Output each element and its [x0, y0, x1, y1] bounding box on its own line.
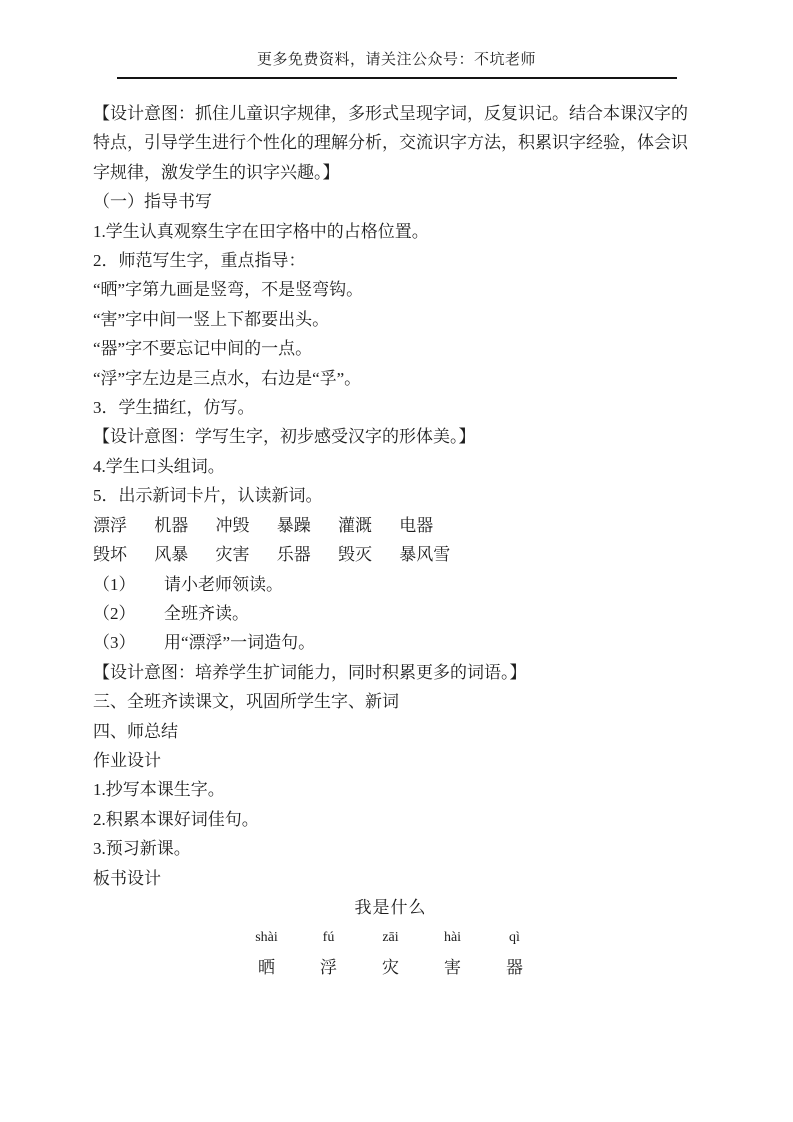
- homework-item-1: 1.抄写本课生字。: [93, 780, 225, 800]
- vocab-word: 毁灭: [338, 545, 372, 565]
- character-cell: 灾: [382, 958, 399, 978]
- vocab-row-1: [93, 511, 688, 540]
- vocab-word: 灌溉: [338, 515, 372, 535]
- document-body: [0, 79, 793, 982]
- vocab-word: 电器: [399, 515, 434, 535]
- vocab-word: 乐器: [276, 545, 311, 565]
- item-number: （2）: [93, 603, 136, 623]
- tip-char-hai: “害”字中间一竖上下都要出头。: [93, 309, 330, 329]
- design-note-vocab: 【设计意图：培养学生扩词能力，同时积累更多的词语。】: [93, 662, 527, 682]
- step-oral-words: 4.学生口头组词。: [93, 456, 225, 476]
- board-heading: 板书设计: [93, 868, 161, 888]
- vocab-word: 风暴: [154, 545, 189, 565]
- pinyin-cell: qì: [509, 930, 520, 946]
- vocab-row-2: [93, 540, 688, 569]
- item-text: 用“漂浮”一词造句。: [164, 633, 316, 653]
- step-teacher-demo: 2．师范写生字，重点指导：: [93, 251, 306, 271]
- pinyin-cell: shài: [255, 930, 278, 946]
- read-item-lead: [93, 570, 688, 599]
- item-number: （1）: [93, 574, 136, 594]
- pinyin-cell: fú: [322, 930, 335, 946]
- board-lesson-title: 我是什么: [354, 897, 427, 917]
- board-pinyin-row: [93, 922, 688, 954]
- vocab-word: 暴躁: [276, 515, 311, 535]
- vocab-word: 漂浮: [93, 515, 127, 535]
- section-heading-writing: （一）指导书写: [93, 192, 212, 212]
- read-item-sentence: [93, 628, 688, 657]
- character-cell: 器: [506, 958, 523, 978]
- item-text: 全班齐读。: [164, 603, 249, 623]
- step-show-cards: 5．出示新词卡片，认读新词。: [93, 486, 323, 506]
- vocab-word: 冲毁: [215, 515, 250, 535]
- vocab-word: 灾害: [215, 545, 250, 565]
- design-note-literacy: 【设计意图：抓住儿童识字规律，多形式呈现字词，反复识记。结合本课汉字的特点，引导学生进行个性化的理解分析，交流识字方法，积累识字经验，体会识字规律，激发学生的识字兴趣。】: [93, 104, 688, 182]
- header-notice: 更多免费资料，请关注公众号：不坑老师: [256, 52, 536, 68]
- vocab-word: 暴风雪: [399, 545, 451, 565]
- vocab-word: 机器: [154, 515, 189, 535]
- section-read-aloud: 三、全班齐读课文，巩固所学生字、新词: [93, 692, 399, 712]
- pinyin-cell: zāi: [382, 930, 399, 946]
- item-number: （3）: [93, 633, 136, 653]
- homework-item-3: 3.预习新课。: [93, 839, 191, 859]
- homework-heading: 作业设计: [93, 750, 161, 770]
- homework-item-2: 2.积累本课好词佳句。: [93, 809, 259, 829]
- tip-char-qi: “器”字不要忘记中间的一点。: [93, 339, 313, 359]
- item-text: 请小老师领读。: [164, 574, 283, 594]
- read-item-class: [93, 599, 688, 628]
- tip-char-shai: “晒”字第九画是竖弯，不是竖弯钩。: [93, 280, 364, 300]
- vocab-word: 毁坏: [93, 545, 127, 565]
- step-observe-grid: 1.学生认真观察生字在田字格中的占格位置。: [93, 221, 429, 241]
- section-summary: 四、师总结: [93, 721, 178, 741]
- design-note-writing: 【设计意图：学写生字，初步感受汉字的形体美。】: [93, 427, 476, 447]
- board-character-row: [93, 954, 688, 982]
- step-trace-copy: 3．学生描红，仿写。: [93, 398, 255, 418]
- pinyin-cell: hài: [443, 930, 462, 946]
- character-cell: 晒: [258, 958, 275, 978]
- character-cell: 浮: [320, 958, 337, 978]
- character-cell: 害: [444, 958, 461, 978]
- tip-char-fu: “浮”字左边是三点水，右边是“孚”。: [93, 368, 362, 388]
